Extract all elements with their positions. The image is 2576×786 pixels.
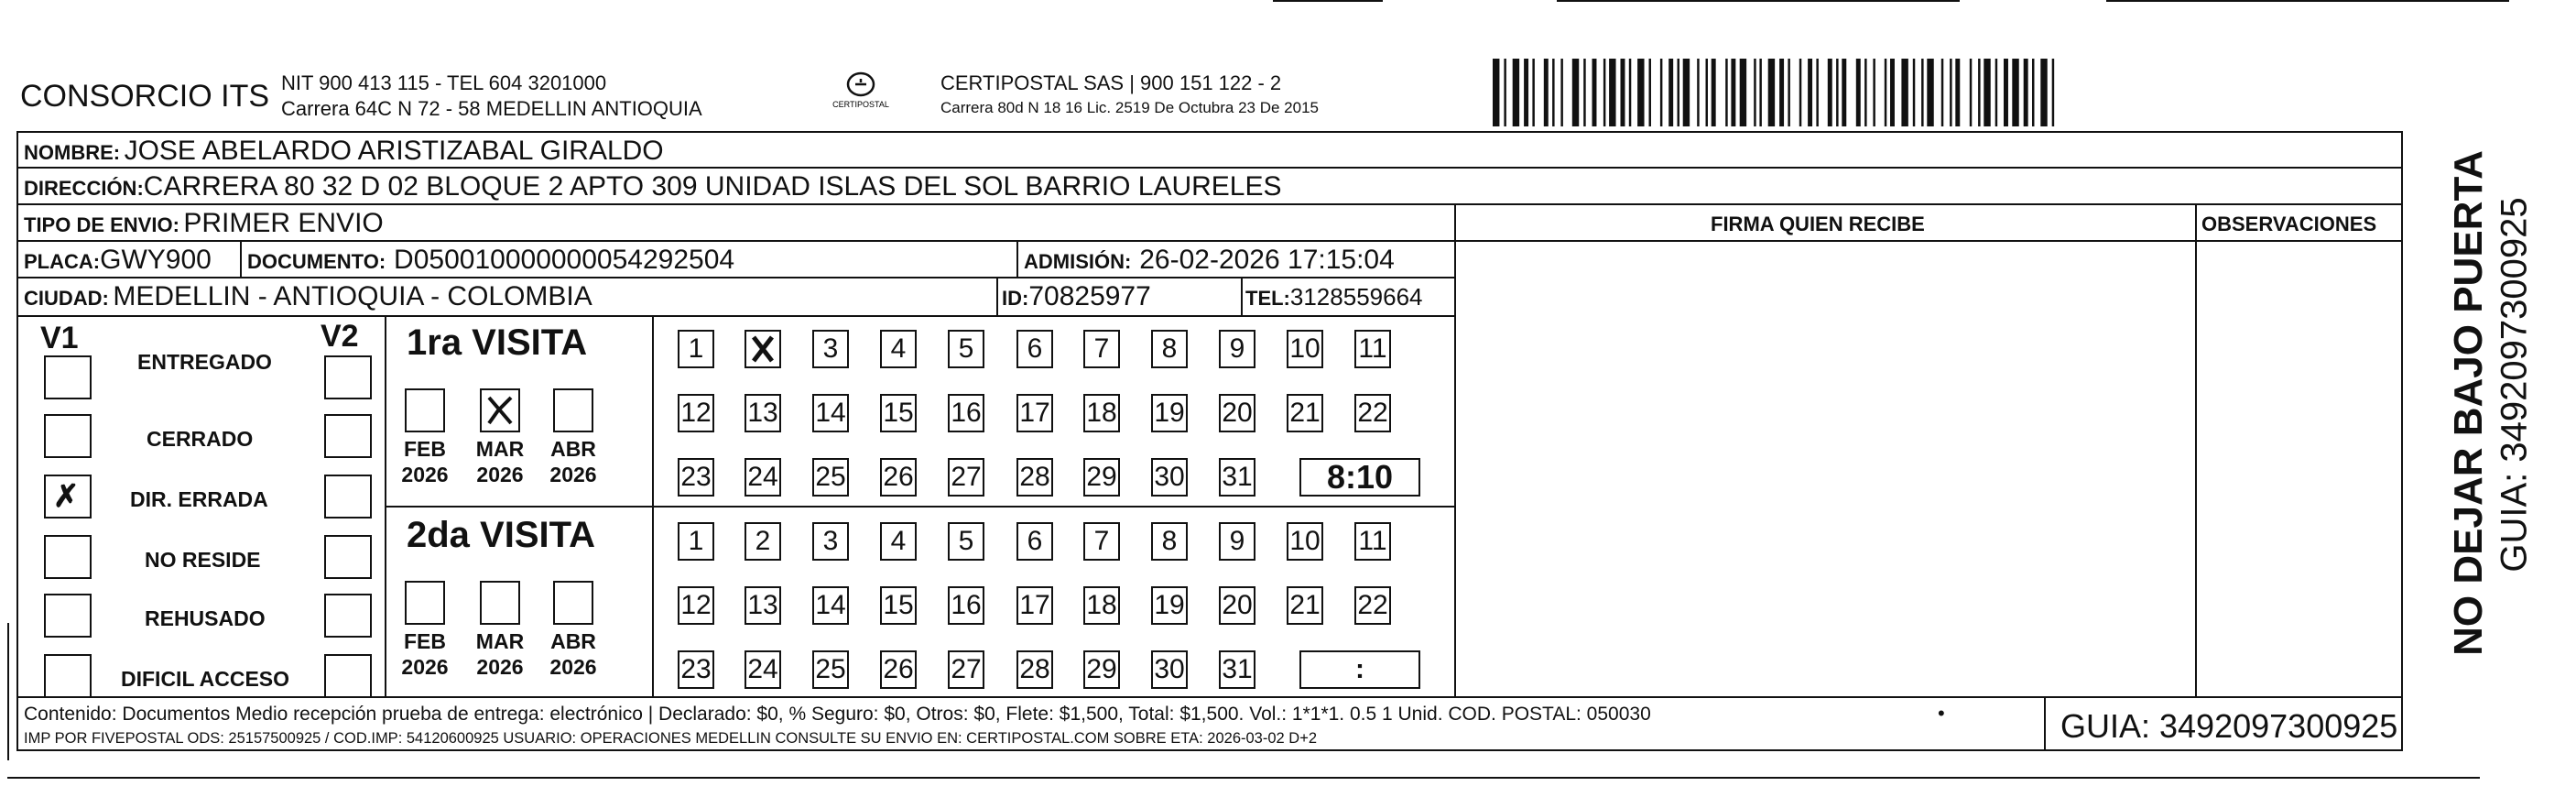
direccion-field: DIRECCIÓN:CARRERA 80 32 D 02 BLOQUE 2 APTO 309 UNIDAD ISLAS DEL SOL BARRIO LAURELES	[24, 171, 1282, 202]
visit2-day-29[interactable]: 29	[1083, 650, 1120, 689]
visit2-day-2[interactable]: 2	[745, 522, 781, 561]
ciudad-field: CIUDAD: MEDELLIN - ANTIOQUIA - COLOMBIA	[24, 281, 592, 311]
visit1-month-label: MAR	[475, 437, 525, 461]
visit1-day-27[interactable]: 27	[948, 458, 984, 497]
visit1-month-checkbox[interactable]	[405, 388, 445, 432]
visit2-time-value: :	[1355, 654, 1364, 684]
visit2-day-26[interactable]: 26	[880, 650, 917, 689]
check-mark-icon	[482, 390, 518, 431]
tel-field: TEL:3128559664	[1245, 283, 1423, 311]
visit1-day-18[interactable]: 18	[1083, 394, 1120, 432]
visit2-day-24[interactable]: 24	[745, 650, 781, 689]
visit1-day-4[interactable]: 4	[880, 330, 917, 368]
v2-checkbox[interactable]	[324, 475, 372, 519]
visit2-day-1[interactable]: 1	[678, 522, 714, 561]
visit1-day-9[interactable]: 9	[1219, 330, 1255, 368]
visit1-day-25[interactable]: 25	[812, 458, 849, 497]
id-field: ID:70825977	[1002, 281, 1151, 311]
visit1-time-value: 8:10	[1326, 458, 1394, 496]
visit2-day-8[interactable]: 8	[1151, 522, 1188, 561]
v2-checkbox[interactable]	[324, 414, 372, 458]
visit2-day-18[interactable]: 18	[1083, 586, 1120, 625]
documento-field: DOCUMENTO: D050010000000054292504	[247, 245, 735, 275]
visit2-day-10[interactable]: 10	[1287, 522, 1323, 561]
visit2-month-checkbox[interactable]	[553, 581, 593, 625]
visit1-day-8[interactable]: 8	[1151, 330, 1188, 368]
visit1-day-5[interactable]: 5	[948, 330, 984, 368]
visit1-day-22[interactable]: 22	[1354, 394, 1391, 432]
status-option-label: ENTREGADO	[137, 350, 272, 374]
visit1-day-12[interactable]: 12	[678, 394, 714, 432]
visit2-day-25[interactable]: 25	[812, 650, 849, 689]
status-option-label: CERRADO	[147, 427, 254, 451]
visit1-day-31[interactable]: 31	[1219, 458, 1255, 497]
visit1-day-30[interactable]: 30	[1151, 458, 1188, 497]
visit1-day-6[interactable]: 6	[1016, 330, 1053, 368]
visit1-year-label: 2026	[549, 463, 597, 486]
x-mark-icon	[746, 332, 779, 366]
visit2-day-22[interactable]: 22	[1354, 586, 1391, 625]
visit2-day-6[interactable]: 6	[1016, 522, 1053, 561]
v1-checkbox[interactable]	[44, 654, 92, 698]
v2-checkbox[interactable]	[324, 594, 372, 638]
visit2-year-label: 2026	[549, 655, 597, 679]
v1-checkbox[interactable]	[44, 414, 92, 458]
v2-label: V2	[321, 319, 359, 354]
v1-checkbox[interactable]	[44, 594, 92, 638]
visit1-day-15[interactable]: 15	[880, 394, 917, 432]
visit1-day-14[interactable]: 14	[812, 394, 849, 432]
visit1-day-3[interactable]: 3	[812, 330, 849, 368]
svg-text:CERTIPOSTAL: CERTIPOSTAL	[832, 100, 889, 109]
visit2-day-14[interactable]: 14	[812, 586, 849, 625]
visit2-day-28[interactable]: 28	[1016, 650, 1053, 689]
nombre-field: NOMBRE: JOSE ABELARDO ARISTIZABAL GIRALDO	[24, 136, 664, 166]
visit1-day-28[interactable]: 28	[1016, 458, 1053, 497]
visit1-day-24[interactable]: 24	[745, 458, 781, 497]
visit1-day-17[interactable]: 17	[1016, 394, 1053, 432]
v1-checkbox[interactable]	[44, 475, 92, 519]
status-option-label: REHUSADO	[145, 606, 266, 630]
visit2-month-checkbox[interactable]	[405, 581, 445, 625]
visit2-day-7[interactable]: 7	[1083, 522, 1120, 561]
visit2-day-13[interactable]: 13	[745, 586, 781, 625]
firma-quien-recibe-label: FIRMA QUIEN RECIBE	[1711, 213, 1925, 235]
footer-guia: GUIA: 3492097300925	[2060, 707, 2398, 745]
visit2-day-4[interactable]: 4	[880, 522, 917, 561]
visit1-title: 1ra VISITA	[407, 322, 588, 363]
visit2-month-label: FEB	[404, 629, 446, 653]
visit1-month-checkbox[interactable]	[480, 388, 520, 432]
visit2-day-5[interactable]: 5	[948, 522, 984, 561]
visit1-year-label: 2026	[401, 463, 449, 486]
visit2-year-label: 2026	[476, 655, 524, 679]
visit1-month-label: ABR	[550, 437, 596, 461]
visit2-year-label: 2026	[401, 655, 449, 679]
certipostal-name: CERTIPOSTAL SAS | 900 151 122 - 2	[940, 71, 1282, 94]
visit1-day-11[interactable]: 11	[1354, 330, 1391, 368]
visit2-day-9[interactable]: 9	[1219, 522, 1255, 561]
footer-bullet: •	[1938, 702, 1945, 725]
visit2-day-31[interactable]: 31	[1219, 650, 1255, 689]
visit1-day-20[interactable]: 20	[1219, 394, 1255, 432]
v2-checkbox[interactable]	[324, 654, 372, 698]
visit1-time-box[interactable]	[1299, 458, 1420, 497]
status-option-label: NO RESIDE	[145, 548, 261, 572]
visit1-year-label: 2026	[476, 463, 524, 486]
visit1-day-10[interactable]: 10	[1287, 330, 1323, 368]
visit1-day-26[interactable]: 26	[880, 458, 917, 497]
company-address: Carrera 64C N 72 - 58 MEDELLIN ANTIOQUIA	[281, 97, 702, 120]
barcode	[1493, 59, 2225, 126]
visit2-day-30[interactable]: 30	[1151, 650, 1188, 689]
v2-checkbox[interactable]	[324, 535, 372, 579]
footer-contenido: Contenido: Documentos Medio recepción prueba de entrega: electrónico | Declarado: $0, % Seguro: $0, Otros: $0, Flete: $1,500, Total: $1,500. Vol.: 1*1*1. 0.5 1 Unid. COD. POSTAL: 050030	[24, 704, 1651, 725]
visit2-day-12[interactable]: 12	[678, 586, 714, 625]
visit1-month-label: FEB	[404, 437, 446, 461]
visit1-day-23[interactable]: 23	[678, 458, 714, 497]
visit2-day-3[interactable]: 3	[812, 522, 849, 561]
visit2-month-checkbox[interactable]	[480, 581, 520, 625]
company-name: CONSORCIO ITS	[20, 79, 270, 114]
visit2-day-15[interactable]: 15	[880, 586, 917, 625]
certipostal-logo	[815, 70, 907, 115]
footer-imp: IMP POR FIVEPOSTAL ODS: 25157500925 / COD.IMP: 54120600925 USUARIO: OPERACIONES MEDELLIN CONSULTE SU ENVIO EN: CERTIPOSTAL.COM SOBRE ETA: 2026-03-02 D+2	[24, 730, 1318, 747]
visit2-day-16[interactable]: 16	[948, 586, 984, 625]
visit2-month-label: MAR	[475, 629, 525, 653]
visit2-day-17[interactable]: 17	[1016, 586, 1053, 625]
v1-check-mark: ✗	[53, 479, 80, 514]
visit1-month-checkbox[interactable]	[553, 388, 593, 432]
visit2-day-11[interactable]: 11	[1354, 522, 1391, 561]
v1-checkbox[interactable]	[44, 535, 92, 579]
visit1-day-16[interactable]: 16	[948, 394, 984, 432]
v2-checkbox[interactable]	[324, 355, 372, 399]
tipo-envio-field: TIPO DE ENVIO: PRIMER ENVIO	[24, 208, 384, 238]
visit1-day-1[interactable]: 1	[678, 330, 714, 368]
side-warning: NO DEJAR BAJO PUERTA	[2446, 150, 2491, 656]
visit2-month-label: ABR	[550, 629, 596, 653]
visit2-day-20[interactable]: 20	[1219, 586, 1255, 625]
status-option-label: DIFICIL ACCESO	[121, 667, 290, 691]
visit2-time-box[interactable]	[1299, 650, 1420, 689]
v1-checkbox[interactable]	[44, 355, 92, 399]
visit2-day-19[interactable]: 19	[1151, 586, 1188, 625]
visit1-day-7[interactable]: 7	[1083, 330, 1120, 368]
placa-field: PLACA:GWY900	[24, 245, 212, 275]
visit2-day-27[interactable]: 27	[948, 650, 984, 689]
visit2-title: 2da VISITA	[407, 515, 595, 555]
visit1-day-29[interactable]: 29	[1083, 458, 1120, 497]
certipostal-license: Carrera 80d N 18 16 Lic. 2519 De Octubra 23 De 2015	[940, 99, 1319, 116]
visit1-day-19[interactable]: 19	[1151, 394, 1188, 432]
v1-label: V1	[40, 321, 79, 355]
side-guia: GUIA: 3492097300925	[2494, 197, 2535, 573]
visit2-day-21[interactable]: 21	[1287, 586, 1323, 625]
observaciones-label: OBSERVACIONES	[2201, 213, 2377, 235]
visit1-day-13[interactable]: 13	[745, 394, 781, 432]
admision-field: ADMISIÓN: 26-02-2026 17:15:04	[1024, 245, 1395, 275]
visit1-day-21[interactable]: 21	[1287, 394, 1323, 432]
status-option-label: DIR. ERRADA	[130, 487, 268, 511]
visit2-day-23[interactable]: 23	[678, 650, 714, 689]
visit1-day-2[interactable]	[745, 330, 781, 368]
company-nit: NIT 900 413 115 - TEL 604 3201000	[281, 71, 607, 94]
